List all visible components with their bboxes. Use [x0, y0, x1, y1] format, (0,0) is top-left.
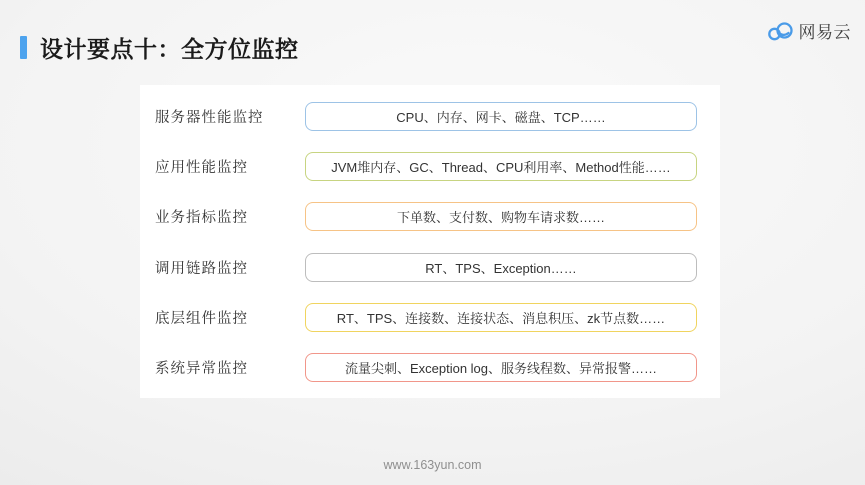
monitoring-row-components [155, 303, 720, 332]
row-items-box [305, 202, 697, 231]
title-accent-bar [20, 36, 27, 59]
row-items-box [305, 152, 697, 181]
row-items-text: 流量尖刺、Exception log、服务线程数、异常报警…… [344, 360, 658, 376]
cloud-icon [766, 19, 796, 43]
row-items-text: RT、TPS、Exception…… [425, 260, 577, 276]
monitoring-row-application [155, 152, 720, 181]
row-label: 业务指标监控 [155, 210, 248, 227]
row-items-box [305, 102, 697, 131]
row-label: 调用链路监控 [155, 260, 248, 277]
row-label: 底层组件监控 [155, 310, 248, 327]
row-label: 系统异常监控 [155, 360, 248, 377]
row-items-box [305, 253, 697, 282]
row-items-text: 下单数、支付数、购物车请求数…… [396, 210, 605, 226]
monitoring-row-business [155, 202, 720, 231]
row-label: 应用性能监控 [155, 160, 248, 177]
row-items-box [305, 303, 697, 332]
row-items-text: RT、TPS、连接数、连接状态、消息积压、zk节点数…… [336, 310, 666, 326]
header [20, 31, 299, 64]
row-label: 服务器性能监控 [155, 110, 264, 126]
row-items-text: CPU、内存、网卡、磁盘、TCP…… [396, 110, 606, 125]
content-panel [140, 85, 720, 398]
row-items-text: JVM堆内存、GC、Thread、CPU利用率、Method性能…… [331, 160, 671, 176]
row-items-box [305, 353, 697, 382]
page-title: 设计要点十：全方位监控 [40, 36, 299, 62]
brand-logo [766, 18, 852, 43]
brand-name: 网易云 [798, 23, 851, 42]
monitoring-row-exceptions [155, 353, 720, 382]
monitoring-row-server [155, 102, 720, 131]
monitoring-row-tracing [155, 253, 720, 282]
footer-url: www.163yun.com [383, 458, 482, 472]
